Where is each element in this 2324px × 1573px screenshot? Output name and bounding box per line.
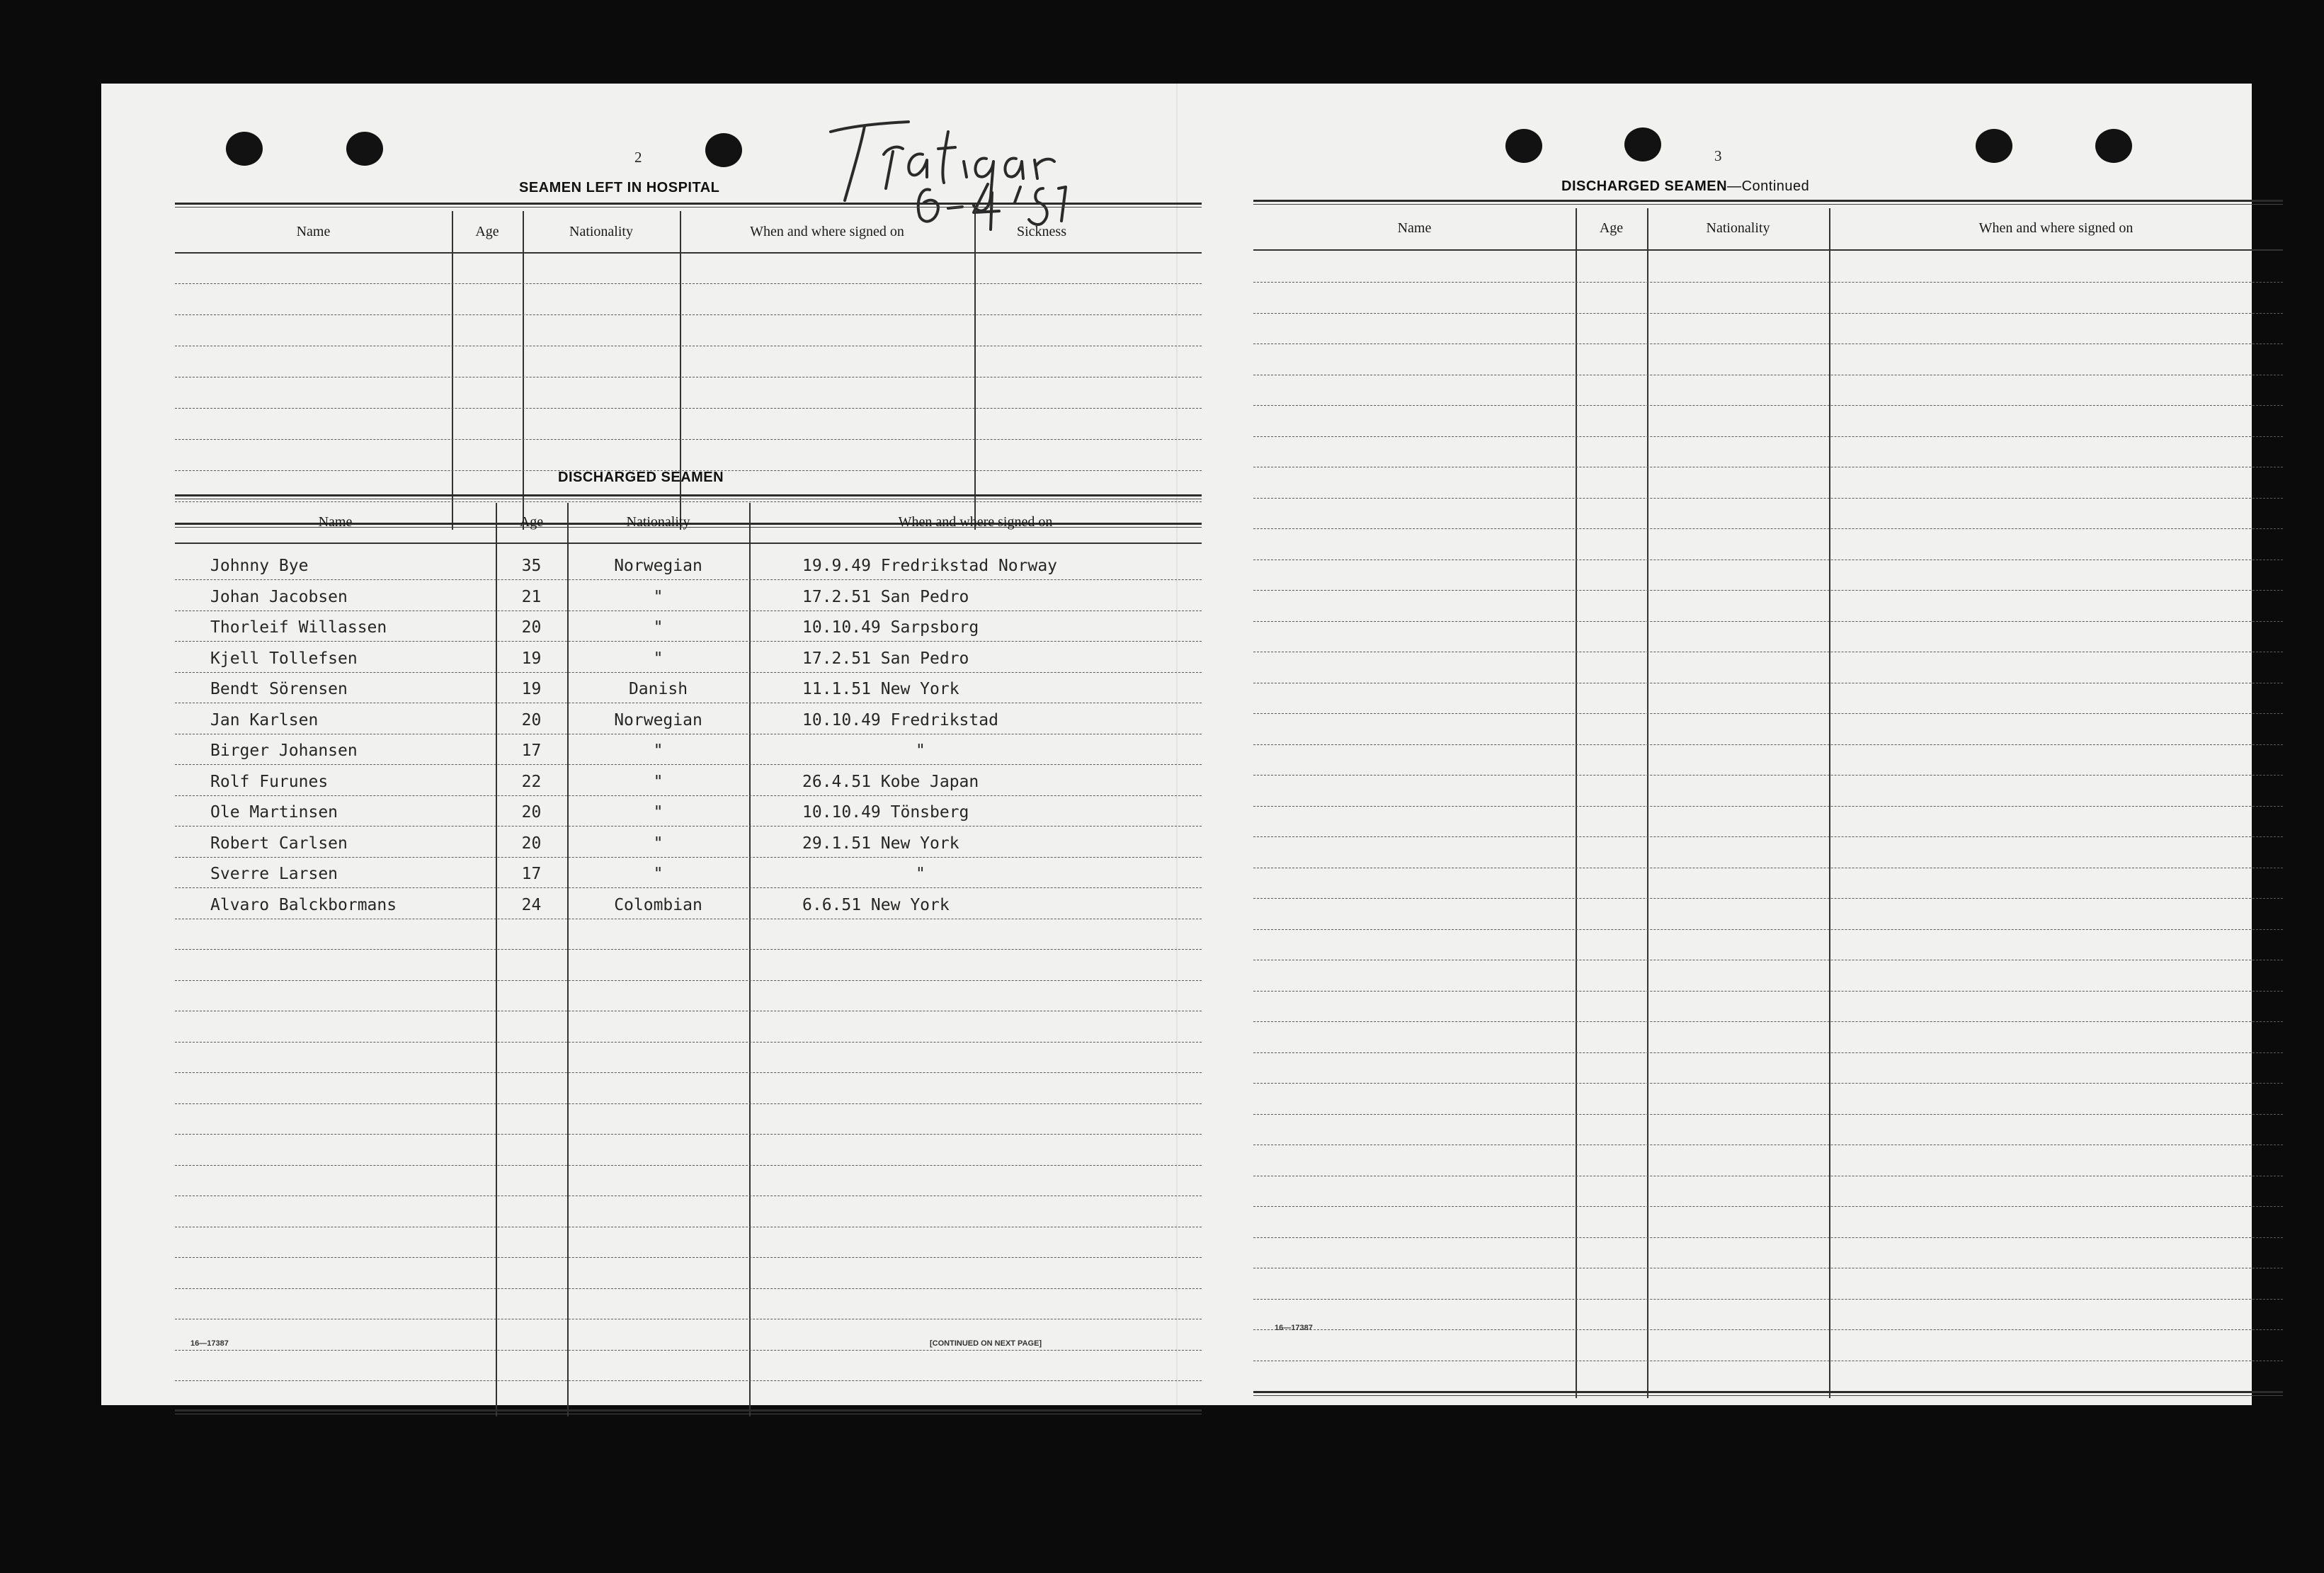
row-line <box>1253 898 2283 899</box>
cell-name: Birger Johansen <box>210 742 358 760</box>
form-number: 16—17387 <box>1275 1324 1313 1332</box>
cell-age: 19 <box>521 649 542 668</box>
row-line <box>1253 313 2283 314</box>
row-line <box>1253 343 2283 344</box>
cell-age: 35 <box>521 557 542 575</box>
cell-age: 24 <box>521 895 542 914</box>
column-rule <box>496 503 497 1416</box>
table-rule <box>175 494 1202 499</box>
column-rule <box>452 211 453 530</box>
cell-nationality: " <box>653 834 663 853</box>
col-header-age: Age <box>475 224 499 239</box>
continued-note: [CONTINUED ON NEXT PAGE] <box>930 1339 1042 1348</box>
column-rule <box>1829 208 1830 1398</box>
col-header-signed-on: When and where signed on <box>898 514 1053 530</box>
row-line <box>1253 1083 2283 1084</box>
col-header-nationality: Nationality <box>626 514 690 530</box>
col-header-name: Name <box>1397 220 1432 236</box>
row-line <box>175 1288 1202 1289</box>
cell-age: 19 <box>521 680 542 698</box>
column-rule <box>749 503 751 1416</box>
cell-signed-on: 19.9.49 Fredrikstad Norway <box>802 557 1058 575</box>
table-rule <box>1253 200 2283 205</box>
col-header-age: Age <box>519 514 544 530</box>
cell-signed-on: 17.2.51 San Pedro <box>802 587 969 606</box>
punch-hole <box>1624 127 1661 161</box>
cell-age: 21 <box>521 587 542 606</box>
row-line <box>1253 498 2283 499</box>
row-line <box>1253 775 2283 776</box>
cell-name: Sverre Larsen <box>210 865 338 883</box>
cell-name: Johnny Bye <box>210 557 309 575</box>
cell-nationality: Norwegian <box>614 710 702 729</box>
row-line <box>1253 621 2283 622</box>
cell-age: 17 <box>521 742 542 760</box>
column-rule <box>974 211 976 530</box>
cell-nationality: " <box>653 772 663 791</box>
row-line <box>175 826 1202 827</box>
row-line <box>175 1072 1202 1073</box>
cell-name: Thorleif Willassen <box>210 618 387 637</box>
page-fold <box>1176 84 1178 1405</box>
row-line <box>175 1380 1202 1381</box>
punch-hole <box>1976 129 2012 163</box>
cell-signed-on: 17.2.51 San Pedro <box>802 649 969 668</box>
cell-nationality: Norwegian <box>614 557 702 575</box>
row-line <box>1253 1299 2283 1300</box>
cell-signed-on: " <box>916 742 925 760</box>
header-rule <box>175 252 1202 254</box>
row-line <box>1253 1329 2283 1330</box>
cell-signed-on: 26.4.51 Kobe Japan <box>802 772 979 791</box>
cell-signed-on: " <box>916 865 925 883</box>
col-header-signed-on: When and where signed on <box>750 224 904 239</box>
page-number: 3 <box>1714 147 1722 164</box>
punch-hole <box>346 132 383 166</box>
cell-signed-on: 10.10.49 Fredrikstad <box>802 710 998 729</box>
section-title-main: DISCHARGED SEAMEN <box>1561 178 1728 194</box>
punch-hole <box>226 132 263 166</box>
cell-nationality: " <box>653 649 663 668</box>
row-line <box>175 887 1202 888</box>
column-rule <box>1647 208 1648 1398</box>
column-rule <box>1576 208 1577 1398</box>
punch-hole <box>705 133 742 167</box>
row-line <box>1253 744 2283 745</box>
row-line <box>1253 1021 2283 1022</box>
cell-age: 20 <box>521 710 542 729</box>
row-line <box>1253 929 2283 930</box>
cell-signed-on: 11.1.51 New York <box>802 680 959 698</box>
row-line <box>175 672 1202 673</box>
cell-name: Alvaro Balckbormans <box>210 895 397 914</box>
row-line <box>1253 806 2283 807</box>
punch-hole <box>2095 129 2132 163</box>
row-line <box>1253 1237 2283 1238</box>
section-title <box>1561 178 1809 195</box>
row-line <box>1253 405 2283 406</box>
row-line <box>1253 1206 2283 1207</box>
col-header-name: Name <box>296 224 331 239</box>
row-line <box>1253 590 2283 591</box>
column-rule <box>567 503 569 1416</box>
header-rule <box>1253 249 2283 251</box>
row-line <box>175 1350 1202 1351</box>
section-title-suffix: —Continued <box>1727 178 1810 194</box>
row-line <box>175 795 1202 796</box>
row-line <box>175 1165 1202 1166</box>
header-rule <box>175 543 1202 544</box>
table-rule <box>175 1409 1202 1414</box>
cell-nationality: " <box>653 865 663 883</box>
row-line <box>175 980 1202 981</box>
row-line <box>175 408 1202 409</box>
row-line <box>1253 1114 2283 1115</box>
page-number: 2 <box>634 149 642 166</box>
row-line <box>175 641 1202 642</box>
cell-name: Johan Jacobsen <box>210 587 348 606</box>
punch-hole <box>1505 129 1542 163</box>
cell-age: 20 <box>521 803 542 822</box>
row-line <box>1253 436 2283 437</box>
row-line <box>175 857 1202 858</box>
cell-name: Kjell Tollefsen <box>210 649 358 668</box>
col-header-nationality: Nationality <box>569 224 633 239</box>
col-header-nationality: Nationality <box>1706 220 1770 236</box>
row-line <box>175 1134 1202 1135</box>
col-header-sickness: Sickness <box>1017 224 1066 239</box>
row-line <box>175 764 1202 765</box>
col-header-age: Age <box>1599 220 1624 236</box>
cell-name: Robert Carlsen <box>210 834 348 853</box>
cell-age: 22 <box>521 772 542 791</box>
table-rule <box>1253 1391 2283 1396</box>
cell-signed-on: 29.1.51 New York <box>802 834 959 853</box>
cell-nationality: " <box>653 803 663 822</box>
row-line <box>1253 282 2283 283</box>
cell-age: 20 <box>521 618 542 637</box>
col-header-name: Name <box>318 514 353 530</box>
cell-name: Rolf Furunes <box>210 772 329 791</box>
column-rule <box>523 211 524 530</box>
cell-nationality: " <box>653 618 663 637</box>
row-line <box>175 283 1202 284</box>
cell-name: Ole Martinsen <box>210 803 338 822</box>
cell-signed-on: 6.6.51 New York <box>802 895 950 914</box>
row-line <box>175 579 1202 580</box>
cell-nationality: " <box>653 587 663 606</box>
row-line <box>175 501 1202 502</box>
hospital-section-title: SEAMEN LEFT IN HOSPITAL <box>519 180 720 195</box>
table-rule <box>175 203 1202 208</box>
discharged-section-title: DISCHARGED SEAMEN <box>558 470 724 485</box>
cell-age: 17 <box>521 865 542 883</box>
row-line <box>1253 528 2283 529</box>
row-line <box>175 1257 1202 1258</box>
record-sheet <box>101 84 2252 1405</box>
row-line <box>175 314 1202 315</box>
cell-age: 20 <box>521 834 542 853</box>
cell-name: Bendt Sörensen <box>210 680 348 698</box>
row-line <box>1253 713 2283 714</box>
cell-signed-on: 10.10.49 Tönsberg <box>802 803 969 822</box>
cell-name: Jan Karlsen <box>210 710 319 729</box>
row-line <box>175 949 1202 950</box>
form-number: 16—17387 <box>190 1339 229 1348</box>
row-line <box>1253 1052 2283 1053</box>
cell-nationality: " <box>653 742 663 760</box>
cell-nationality: Colombian <box>614 895 702 914</box>
row-line <box>175 1042 1202 1043</box>
cell-signed-on: 10.10.49 Sarpsborg <box>802 618 979 637</box>
col-header-signed-on: When and where signed on <box>1978 220 2134 236</box>
row-line <box>1253 991 2283 992</box>
row-line <box>175 439 1202 440</box>
row-line <box>1253 836 2283 837</box>
cell-nationality: Danish <box>628 680 688 698</box>
row-line <box>175 1103 1202 1104</box>
